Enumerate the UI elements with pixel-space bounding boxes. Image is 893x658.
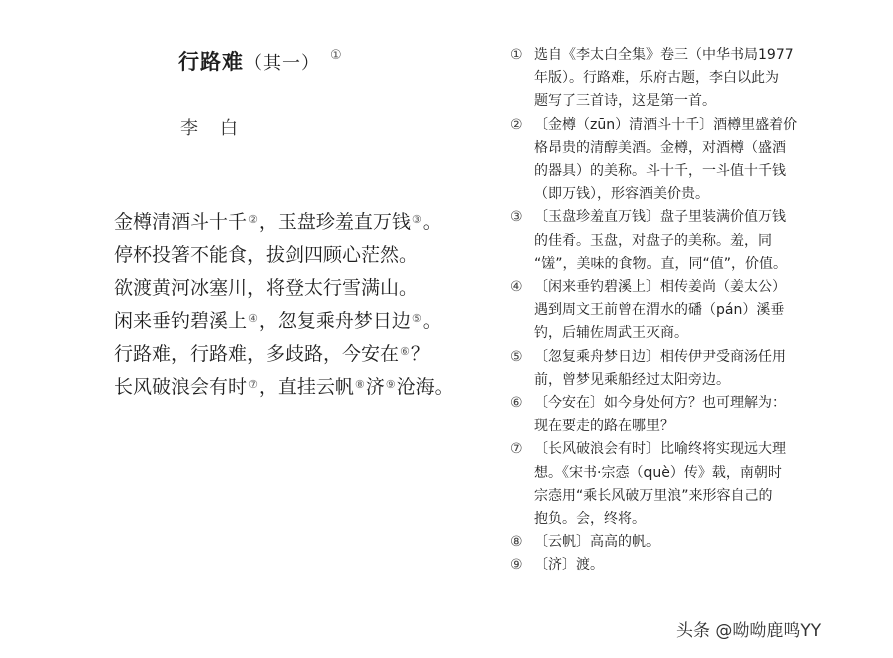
footnote-line: 宗悫用“乘长风破万里浪”来形容自己的 [534,487,773,504]
footnotes [510,44,840,578]
footnote-number: ① [510,47,523,63]
footnote-line: 想。《宋书·宗悫（què）传》载，南朝时 [534,464,782,481]
footnote-line: 选自《李太白全集》卷三（中华书局1977 [534,47,794,63]
footnote-item [510,392,840,438]
footnote-number: ⑦ [510,441,523,458]
footnote-item [510,276,840,346]
footnote-text [534,114,840,207]
poem-text: 行路难，行路难，多歧路，今安在 [114,343,400,365]
footnote-line: 〔济〕渡。 [534,557,604,574]
poem-line [114,338,454,371]
poem-text: ？ [410,343,430,365]
footnote-number: ② [510,116,523,133]
poem-title-sub: （其一） [244,53,320,74]
footnote-text [534,531,840,554]
footnote-item [510,114,840,207]
footnote-mark: ⑨ [385,378,396,391]
footnote-mark: ⑥ [400,345,410,358]
footnote-item [510,554,840,577]
footnote-line: 题写了三首诗，这是第一首。 [534,93,716,110]
footnote-line: 〔金樽（zūn）清酒斗十千〕酒樽里盛着价 [534,116,798,133]
poem-line [114,239,454,272]
footnote-mark: ⑧ [354,378,365,391]
poem-body [114,206,454,404]
poem-text: ，玉盘珍羞直万钱 [258,211,411,233]
poem-text: 。 [422,211,442,233]
poem-text: 。 [422,310,442,332]
footnote-text [534,392,840,438]
footnote-number: ⑧ [510,534,523,551]
footnote-line: 年版）。行路难，乐府古题，李白以此为 [534,70,779,87]
poem-author: 李白 [180,118,260,139]
poem-title-footnote-mark: ① [330,48,343,63]
poem-text: 沧海。 [396,376,454,398]
poem-text: 济 [365,376,385,398]
poem-title-main: 行路难 [178,50,244,74]
footnote-mark: ② [248,213,258,226]
footnote-line: 〔忽复乘舟梦日边〕相传伊尹受商汤任用 [534,348,786,365]
footnote-number: ③ [510,209,523,226]
footnote-item [510,206,840,276]
poem-text: 长风破浪会有时 [114,376,248,398]
footnote-number: ⑤ [510,348,523,365]
footnote-line: 抱负。会，终将。 [534,511,646,528]
watermark: 头条 @呦呦鹿鸣YY [676,621,822,641]
footnote-mark: ⑦ [248,378,258,391]
poem-text: 闲来垂钓碧溪上 [114,310,248,332]
poem-title [178,46,343,76]
footnote-line: 遇到周文王前曾在渭水的磻（pán）溪垂 [534,302,785,319]
footnote-text [534,438,840,531]
footnote-mark: ⑤ [411,312,422,325]
footnote-mark: ④ [248,312,258,325]
footnote-line: 钓，后辅佐周武王灭商。 [534,325,688,342]
footnote-number: ⑥ [510,395,523,412]
footnote-line: 现在要走的路在哪里？ [534,418,674,435]
footnote-text [534,554,840,577]
footnote-text [534,206,840,276]
footnote-line: 的器具）的美称。斗十千，一斗值十千钱 [534,163,786,180]
footnote-line: 的佳肴。玉盘，对盘子的美称。羞，同 [534,232,772,249]
footnote-text [534,346,840,392]
poem-text: 金樽清酒斗十千 [114,211,248,233]
footnote-text [534,276,840,346]
poem-text: 欲渡黄河冰塞川，将登太行雪满山。 [114,277,419,299]
footnote-line: 前，曾梦见乘船经过太阳旁边。 [534,371,730,388]
footnote-line: 格昂贵的清醇美酒。金樽，对酒樽（盛酒 [534,139,786,156]
footnote-item [510,346,840,392]
footnote-line: （即万钱），形容酒美价贵。 [534,186,709,203]
footnote-item [510,438,840,531]
poem-text: ，直挂云帆 [258,376,354,398]
footnote-item [510,44,840,114]
footnote-line: 〔今安在〕如今身处何方？也可理解为： [534,395,786,412]
poem-line [114,305,454,338]
footnote-text [534,44,840,114]
poem-line [114,206,454,239]
poem-text: ，忽复乘舟梦日边 [258,310,411,332]
poem-line [114,272,454,305]
poem-line [114,371,454,404]
footnote-line: 〔长风破浪会有时〕比喻终将实现远大理 [534,441,786,458]
footnote-mark: ③ [411,213,422,226]
footnote-line: 〔云帆〕高高的帆。 [534,534,660,551]
footnote-line: “馐”，美味的食物。直，同“值”，价值。 [534,255,788,272]
footnote-number: ④ [510,279,523,296]
footnote-line: 〔玉盘珍羞直万钱〕盘子里装满价值万钱 [534,209,786,226]
footnote-item [510,531,840,554]
poem-text: 停杯投箸不能食，拔剑四顾心茫然。 [114,244,419,266]
footnote-number: ⑨ [510,557,523,574]
footnote-line: 〔闲来垂钓碧溪上〕相传姜尚（姜太公） [534,279,786,296]
